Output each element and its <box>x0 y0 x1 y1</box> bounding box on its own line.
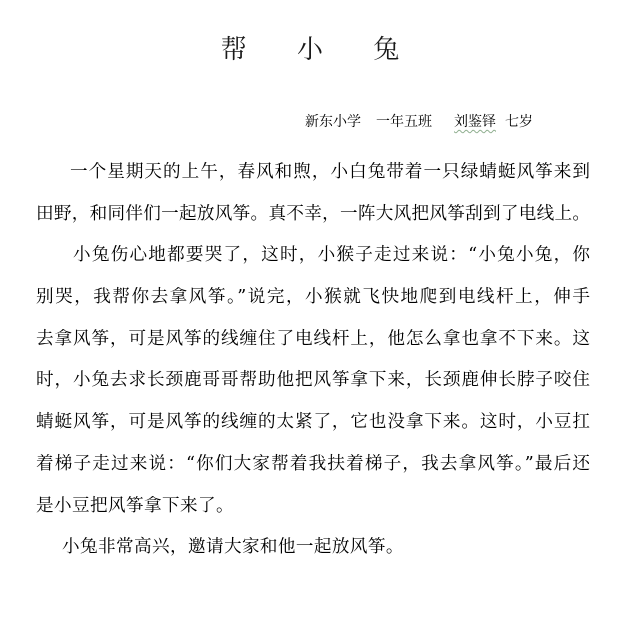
document-title: 帮 小 兔 <box>220 35 400 65</box>
paragraph <box>36 235 590 527</box>
text-line: 是小豆把风筝拿下来了。 <box>36 495 234 516</box>
author-name: 刘鉴铎 <box>454 114 496 130</box>
paragraph <box>36 527 590 569</box>
paragraph <box>36 152 590 235</box>
author-age: 七岁 <box>505 114 533 130</box>
text-line: 小兔非常高兴，邀请大家和他一起放风筝。 <box>62 537 404 558</box>
text-line: 别哭，我帮你去拿风筝。”说完，小猴就飞快地爬到电线杆上，伸手 <box>36 287 592 308</box>
essay-body <box>36 152 590 569</box>
text-line: 去拿风筝，可是风筝的线缠住了电线杆上，他怎么拿也拿不下来。这 <box>36 328 591 349</box>
class-name: 一年五班 <box>376 114 432 130</box>
text-line: 时，小兔去求长颈鹿哥哥帮助他把风筝拿下来，长颈鹿伸长脖子咬住 <box>36 370 591 391</box>
school-name: 新东小学 <box>305 114 361 130</box>
text-line: 着梯子走过来说：“你们大家帮着我扶着梯子，我去拿风筝。”最后还 <box>36 453 592 474</box>
byline <box>305 112 533 132</box>
text-line: 一个星期天的上午，春风和煦，小白兔带着一只绿蜻蜓风筝来到 <box>70 162 591 182</box>
text-line: 田野，和同伴们一起放风筝。真不幸，一阵大风把风筝刮到了电线上。 <box>36 203 591 224</box>
text-line: 蜻蜓风筝，可是风筝的线缠的太紧了，它也没拿下来。这时，小豆扛 <box>36 412 591 433</box>
text-line: 小兔伤心地都要哭了，这时，小猴子走过来说：“小兔小兔，你 <box>73 245 592 266</box>
